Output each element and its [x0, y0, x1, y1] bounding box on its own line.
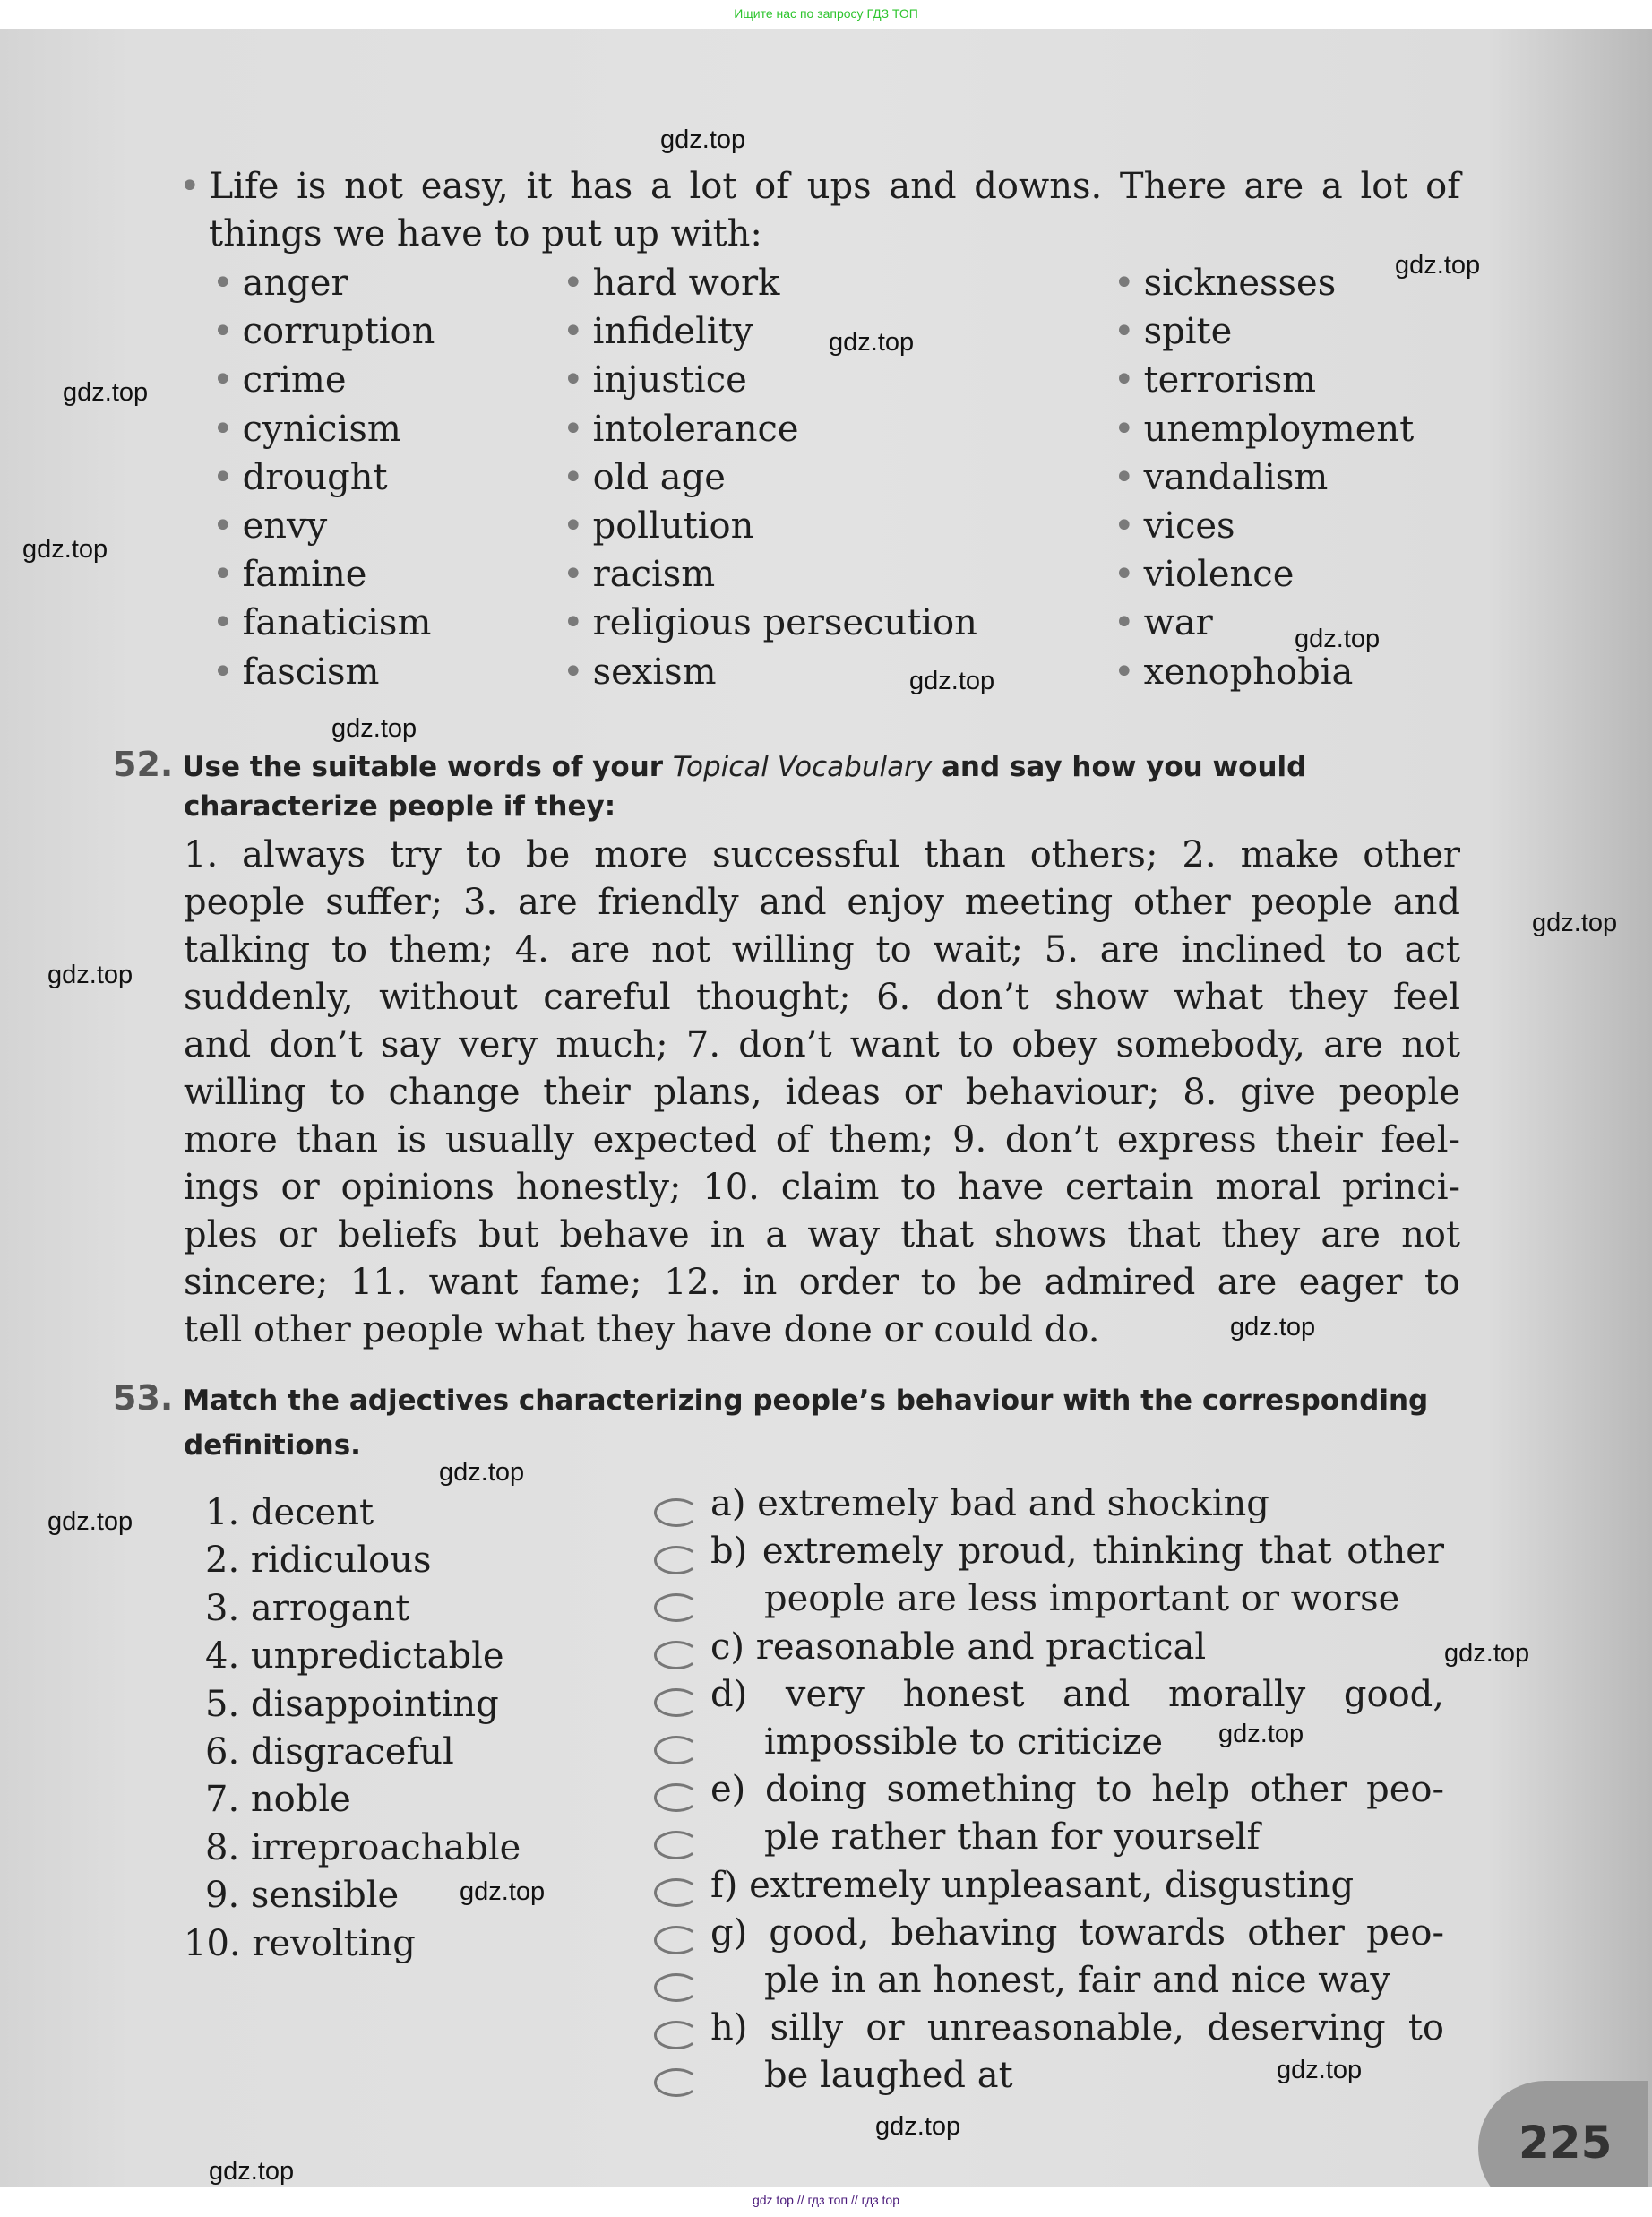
word-list-item: • vandalism — [1114, 454, 1328, 502]
word-list-item: • intolerance — [563, 406, 799, 453]
exercise-number: 52. — [113, 745, 174, 784]
watermark-text: gdz.top — [1444, 1639, 1530, 1668]
adjective-item: 3. arrogant — [205, 1587, 410, 1629]
definition-line: d) very honest and morally good, — [710, 1673, 1444, 1715]
watermark-text: gdz.top — [63, 378, 149, 407]
adjective-item: 7. noble — [205, 1779, 351, 1821]
spiral-ring-icon — [654, 1878, 699, 1907]
intro-line: things we have to put up with: — [209, 213, 762, 254]
word-list-item: • violence — [1114, 551, 1294, 599]
heading-text: Match the adjectives characterizing people’s behaviour with the corresponding — [182, 1385, 1429, 1417]
heading-text: Use the suitable words of your — [182, 751, 673, 783]
watermark-text: gdz.top — [47, 961, 133, 989]
word-list-item: • injustice — [563, 357, 747, 404]
exercise-52-text-line: more than is usually expected of them; 9. don’t express their feel- — [184, 1119, 1460, 1160]
spiral-ring-icon — [654, 1926, 699, 1954]
watermark-text: gdz.top — [47, 1507, 133, 1536]
word-list-item: • old age — [563, 454, 726, 502]
watermark-text: gdz.top — [460, 1877, 546, 1906]
adjective-item: 2. ridiculous — [205, 1540, 432, 1582]
watermark-text: gdz.top — [1295, 625, 1381, 653]
intro-line: • Life is not easy, it has a lot of ups and downs. There are a lot of — [179, 163, 1460, 211]
exercise-52-text-line: sincere; 11. want fame; 12. in order to be admired are eager to — [184, 1262, 1460, 1303]
watermark-text: gdz.top — [1532, 909, 1618, 937]
spiral-ring-icon — [654, 1498, 699, 1527]
word-list-item: • vices — [1114, 503, 1235, 550]
word-list-item: • xenophobia — [1114, 649, 1353, 696]
watermark-text: gdz.top — [331, 714, 417, 743]
definition-line: h) silly or unreasonable, deserving to — [710, 2007, 1444, 2049]
definition-line: e) doing something to help other peo- — [710, 1769, 1444, 1811]
word-list-item: • unemployment — [1114, 406, 1414, 453]
word-list-item: • crime — [212, 357, 347, 404]
word-list-item: • anger — [212, 260, 348, 307]
word-list-item: • pollution — [563, 503, 753, 550]
definition-line: b) extremely proud, thinking that other — [710, 1531, 1444, 1573]
adjective-item: 9. sensible — [205, 1875, 400, 1917]
definition-line: g) good, behaving towards other peo- — [710, 1911, 1444, 1954]
exercise-52-text-line: suddenly, without careful thought; 6. don’t show what they feel — [184, 977, 1460, 1018]
word-list-item: • spite — [1114, 308, 1232, 356]
word-list-item: • sexism — [563, 649, 717, 696]
exercise-52-text-line: ings or opinions honestly; 10. claim to have certain moral princi- — [184, 1167, 1460, 1208]
spiral-ring-icon — [654, 1641, 699, 1669]
adjective-item: 6. disgraceful — [205, 1731, 454, 1773]
page-number: 225 — [1519, 2117, 1613, 2169]
watermark-text: gdz.top — [660, 125, 746, 154]
exercise-52-text-line: tell other people what they have done or could do. — [184, 1309, 1100, 1350]
watermark-text: gdz.top — [22, 535, 108, 564]
spiral-ring-icon — [654, 2021, 699, 2049]
exercise-52-text-line: willing to change their plans, ideas or behaviour; 8. give people — [184, 1072, 1460, 1113]
definition-line: ple in an honest, fair and nice way — [764, 1960, 1390, 2001]
word-list-item: • sicknesses — [1114, 260, 1336, 307]
word-list-item: • drought — [212, 454, 388, 502]
word-list-item: • infidelity — [563, 308, 753, 356]
spiral-ring-icon — [654, 1783, 699, 1812]
bottom-banner: gdz top // гдз топ // гдз top — [0, 2187, 1652, 2217]
spiral-ring-icon — [654, 1546, 699, 1574]
word-list-item: • corruption — [212, 308, 435, 356]
definition-line: people are less important or worse — [764, 1578, 1400, 1620]
watermark-text: gdz.top — [1395, 251, 1481, 280]
watermark-text: gdz.top — [909, 667, 995, 695]
spiral-ring-icon — [654, 1688, 699, 1717]
spiral-ring-icon — [654, 2068, 699, 2097]
exercise-53-heading-line2: definitions. — [184, 1429, 361, 1462]
definition-line: ple rather than for yourself — [764, 1816, 1261, 1859]
definition-line: impossible to criticize — [764, 1721, 1164, 1763]
spiral-ring-icon — [654, 1736, 699, 1764]
spiral-ring-icon — [654, 1593, 699, 1622]
spiral-ring-icon — [654, 1831, 699, 1859]
textbook-page — [0, 29, 1652, 2187]
definition-line: c) reasonable and practical — [710, 1626, 1207, 1668]
word-list-item: • envy — [212, 503, 327, 550]
exercise-number: 53. — [113, 1378, 174, 1418]
watermark-text: gdz.top — [209, 2157, 295, 2186]
exercise-52-text-line: people suffer; 3. are friendly and enjoy meeting other people and — [184, 882, 1460, 923]
top-banner: Ищите нас по запросу ГДЗ ТОП — [0, 0, 1652, 29]
word-list-item: • terrorism — [1114, 357, 1316, 404]
definition-line: a) extremely bad and shocking — [710, 1483, 1269, 1524]
definition-line: f) extremely unpleasant, disgusting — [710, 1864, 1355, 1906]
watermark-text: gdz.top — [1218, 1720, 1304, 1748]
word-list-item: • religious persecution — [563, 600, 977, 647]
watermark-text: gdz.top — [875, 2112, 961, 2141]
watermark-text: gdz.top — [829, 328, 915, 357]
exercise-52-heading-line2: characterize people if they: — [184, 790, 616, 823]
watermark-text: gdz.top — [1277, 2056, 1363, 2084]
exercise-52-text-line: talking to them; 4. are not willing to wait; 5. are inclined to act — [184, 929, 1460, 970]
adjective-item: 10. revolting — [184, 1922, 416, 1964]
adjective-item: 8. irreproachable — [205, 1826, 521, 1868]
exercise-53-heading — [113, 1375, 1428, 1425]
exercise-52-text-line: ples or beliefs but behave in a way that shows that they are not — [184, 1214, 1460, 1255]
watermark-text: gdz.top — [439, 1458, 525, 1487]
word-list-item: • fascism — [212, 649, 379, 696]
word-list-item: • hard work — [563, 260, 779, 307]
adjective-item: 5. disappointing — [205, 1683, 499, 1725]
word-list-item: • war — [1114, 600, 1213, 647]
word-list-item: • cynicism — [212, 406, 401, 453]
heading-text: and say how you would — [932, 751, 1307, 783]
heading-italic: Topical Vocabulary — [672, 751, 933, 783]
watermark-text: gdz.top — [1230, 1313, 1316, 1341]
word-list-item: • fanaticism — [212, 600, 431, 647]
exercise-52-text-line: 1. always try to be more successful than others; 2. make other — [184, 834, 1460, 876]
definition-line: be laughed at — [764, 2055, 1013, 2097]
spiral-ring-icon — [654, 1973, 699, 2002]
word-list-item: • famine — [212, 551, 366, 599]
adjective-item: 1. decent — [205, 1492, 374, 1533]
word-list-item: • racism — [563, 551, 715, 599]
exercise-52-text-line: and don’t say very much; 7. don’t want to obey somebody, are not — [184, 1024, 1460, 1065]
adjective-item: 4. unpredictable — [205, 1635, 504, 1678]
